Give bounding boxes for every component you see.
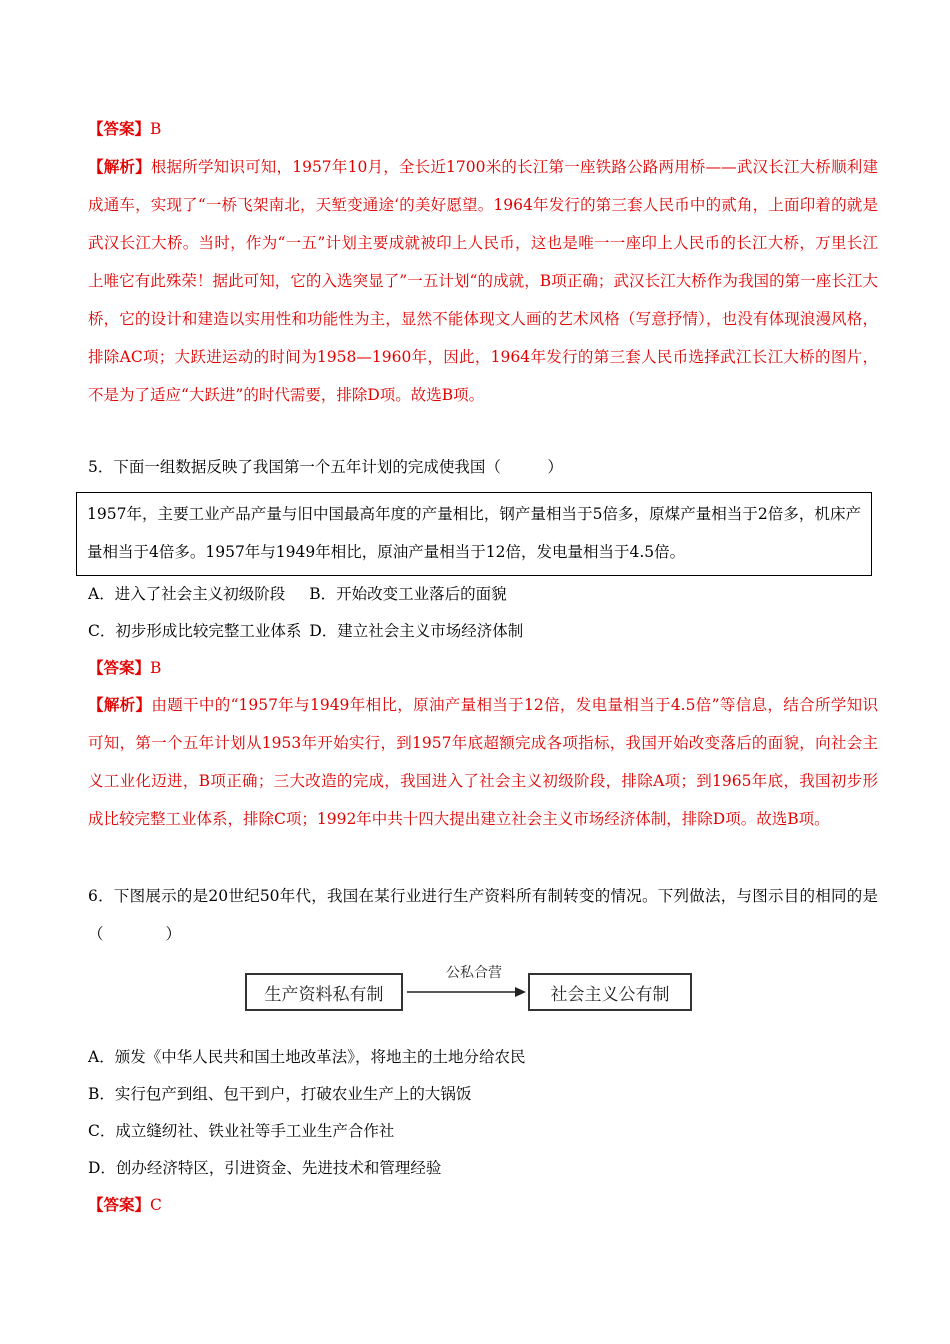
analysis-text: 根据所学知识可知，1957年10月，全长近1700米的长江第一座铁路公路两用桥——武汉长江大桥顺利建成通车，实现了“一桥飞架南北，天堑变通途‘的美好愿望。1964年发行的第三套人民币中的贰角，上面印着的就是武汉长江大桥。当时，作为“一五”计划主要成就被印上人民币，这也是唯一一座印上人民币的长江大桥，万里长江上唯它有此殊荣！据此可知，它的入选突显了”一五计划“的成就，B项正确；武汉长江大桥作为我国的第一座长江大桥，它的设计和建造以实用性和功能性为主，显然不能体现文人画的艺术风格（写意抒情），也没有体现浪漫风格，排除AC项；大跃进运动的时间为1958—1960年，因此，1964年发行的第三套人民币选择武江长江大桥的图片，不是为了适应“大跃进”的时代需要，排除D项。故选B项。 — [88, 158, 878, 404]
q6-option-a: A．颁发《中华人民共和国土地改革法》，将地主的土地分给农民 — [88, 1048, 526, 1066]
q5-options-row1 — [88, 575, 878, 613]
answer-tag: 【答案】 — [88, 658, 151, 677]
q5-stem: 5．下面一组数据反映了我国第一个五年计划的完成使我国（ ） — [88, 458, 563, 476]
diagram-box-public: 社会主义公有制 — [528, 973, 692, 1011]
answer-value: B — [150, 120, 162, 138]
q5-analysis — [88, 686, 878, 838]
q5-option-a: A．进入了社会主义初级阶段 — [88, 585, 286, 603]
q6-answer — [88, 1186, 878, 1224]
analysis-text: 由题干中的“1957年与1949年相比，原油产量相当于12倍，发电量相当于4.5倍”等信息，结合所学知识可知，第一个五年计划从1953年开始实行，到1957年底超额完成各项指标，我国开始改变落后的面貌，向社会主义工业化迈进，B项正确；三大改造的完成，我国进入了社会主义初级阶段，排除A项；到1965年底，我国初步形成比较完整工业体系，排除C项；1992年中共十四大提出建立社会主义市场经济体制，排除D项。故选B项。 — [88, 696, 878, 828]
q6-option-b: B．实行包产到组、包干到户，打破农业生产上的大锅饭 — [88, 1085, 472, 1103]
q6-option-c: C．成立缝纫社、铁业社等手工业生产合作社 — [88, 1122, 395, 1140]
analysis-tag: 【解析】 — [88, 695, 152, 714]
q4-answer — [88, 110, 878, 148]
q5-option-d: D．建立社会主义市场经济体制 — [309, 622, 524, 640]
diagram-arrow-icon — [405, 980, 527, 1004]
diagram-box-private: 生产资料私有制 — [245, 973, 403, 1011]
q5-option-b: B．开始改变工业落后的面貌 — [309, 585, 507, 603]
q5-answer — [88, 649, 878, 687]
q4-analysis — [88, 148, 878, 414]
q5-option-c: C．初步形成比较完整工业体系 — [88, 622, 302, 640]
answer-value: B — [150, 659, 162, 677]
diagram-arrow-label: 公私合营 — [446, 965, 502, 981]
q5-options-row2 — [88, 612, 878, 650]
q5-material-box: 1957年，主要工业产品产量与旧中国最高年度的产量相比，钢产量相当于5倍多，原煤产量相当于2倍多，机床产量相当于4倍多。1957年与1949年相比，原油产量相当于12倍，发电量相当于4.5倍。 — [76, 492, 872, 576]
answer-tag: 【答案】 — [88, 1195, 151, 1214]
q6-stem: 6．下图展示的是20世纪50年代，我国在某行业进行生产资料所有制转变的情况。下列做法，与图示目的相同的是（ ） — [88, 887, 878, 943]
analysis-tag: 【解析】 — [88, 157, 151, 176]
answer-value: C — [150, 1196, 162, 1214]
answer-tag: 【答案】 — [88, 119, 151, 138]
q6-option-d: D．创办经济特区，引进资金、先进技术和管理经验 — [88, 1159, 442, 1177]
